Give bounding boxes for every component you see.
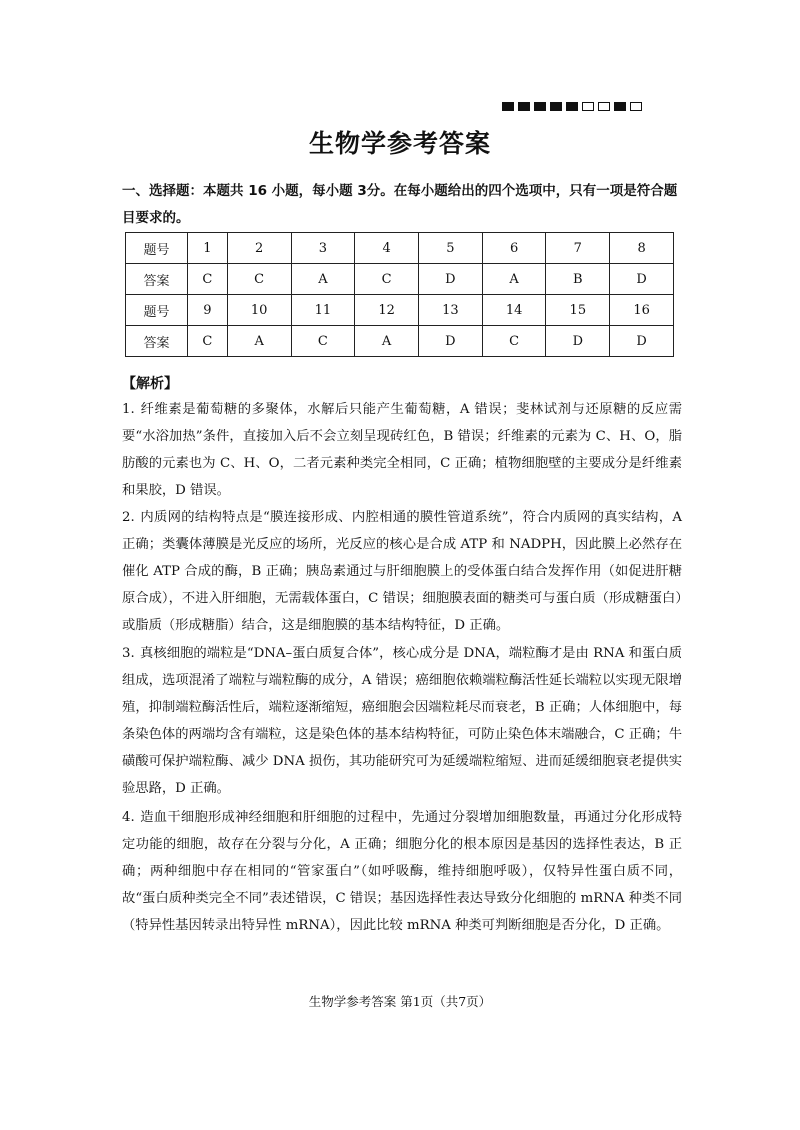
table-cell: D bbox=[610, 326, 674, 357]
mark-square bbox=[550, 102, 562, 111]
mark-square bbox=[518, 102, 530, 111]
page-title: 生物学参考答案 bbox=[308, 129, 491, 158]
table-cell: 2 bbox=[227, 233, 291, 264]
table-cell: C bbox=[227, 264, 291, 295]
item-text: 真核细胞的端粒是“DNA–蛋白质复合体”，核心成分是 DNA，端粒酶才是由 RNA 和蛋白质组成，选项混淆了端粒与端粒酶的成分，A 错误；癌细胞依赖端粒酶活性延长端粒以实现无限增殖，抑制端粒酶活性后，端粒逐渐缩短，癌细胞会因端粒耗尽而衰老，B 正确；人体细胞中，每条染色体的两端均含有端粒，这是染色体的基本结构特征，可防止染色体末端融合，C 正确；牛磺酸可保护端粒酶、减少 DNA 损伤，其功能研究可为延缓端粒缩短、进而延缓细胞衰老提供实验思路，D 正确。 bbox=[122, 646, 682, 796]
table-cell: 16 bbox=[610, 295, 674, 326]
table-cell: 7 bbox=[546, 233, 610, 264]
table-cell: C bbox=[188, 326, 228, 357]
table-row bbox=[126, 233, 674, 264]
table-cell: C bbox=[355, 264, 419, 295]
mark-square bbox=[630, 102, 642, 111]
analysis-label: 【解析】 bbox=[122, 376, 178, 392]
table-row bbox=[126, 264, 674, 295]
item-number: 2. bbox=[122, 510, 135, 525]
table-cell: 8 bbox=[610, 233, 674, 264]
table-cell: 11 bbox=[291, 295, 355, 326]
item-number: 3. bbox=[122, 646, 135, 661]
table-cell: 题号 bbox=[126, 295, 188, 326]
table-cell: C bbox=[482, 326, 546, 357]
analysis-item bbox=[122, 396, 682, 504]
table-cell: D bbox=[418, 326, 482, 357]
table-cell: C bbox=[188, 264, 228, 295]
analysis-item bbox=[122, 804, 682, 939]
table-cell: 12 bbox=[355, 295, 419, 326]
item-number: 4. bbox=[122, 810, 135, 825]
table-cell: A bbox=[355, 326, 419, 357]
section-heading: 一、选择题：本题共 16 小题，每小题 3分。在每小题给出的四个选项中，只有一项是符合题目要求的。 bbox=[122, 183, 678, 226]
table-cell: A bbox=[482, 264, 546, 295]
mark-square bbox=[534, 102, 546, 111]
table-cell: D bbox=[546, 326, 610, 357]
table-cell: C bbox=[291, 326, 355, 357]
item-text: 造血干细胞形成神经细胞和肝细胞的过程中，先通过分裂增加细胞数量，再通过分化形成特定功能的细胞，故存在分裂与分化，A 正确；细胞分化的根本原因是基因的选择性表达，B 正确；两种细胞中存在相同的“管家蛋白”（如呼吸酶，维持细胞呼吸），仅特异性蛋白质不同，故“蛋白质种类完全不同”表述错误，C 错误；基因选择性表达导致分化细胞的 mRNA 种类不同（特异性基因转录出特异性 mRNA），因此比较 mRNA 种类可判断细胞是否分化，D 正确。 bbox=[122, 810, 682, 933]
table-row bbox=[126, 295, 674, 326]
table-cell: 1 bbox=[188, 233, 228, 264]
table-cell: B bbox=[546, 264, 610, 295]
mark-square bbox=[614, 102, 626, 111]
table-cell: 9 bbox=[188, 295, 228, 326]
table-cell: A bbox=[291, 264, 355, 295]
item-text: 内质网的结构特点是“膜连接形成、内腔相通的膜性管道系统”，符合内质网的真实结构，A 正确；类囊体薄膜是光反应的场所，光反应的核心是合成 ATP 和 NADPH，因此膜上必然存在催化 ATP 合成的酶，B 正确；胰岛素通过与肝细胞膜上的受体蛋白结合发挥作用（如促进肝糖原合成），不进入肝细胞，无需载体蛋白，C 错误；细胞膜表面的糖类可与蛋白质（形成糖蛋白）或脂质（形成糖脂）结合，这是细胞膜的基本结构特征，D 正确。 bbox=[122, 510, 682, 633]
item-text: 纤维素是葡萄糖的多聚体，水解后只能产生葡萄糖，A 错误；斐林试剂与还原糖的反应需要“水浴加热”条件，直接加入后不会立刻呈现砖红色，B 错误；纤维素的元素为 C、H、O，脂肪酸的元素也为 C、H、O，二者元素种类完全相同，C 正确；植物细胞壁的主要成分是纤维素和果胶，D 错误。 bbox=[122, 402, 682, 498]
item-number: 1. bbox=[122, 402, 135, 417]
table-row bbox=[126, 326, 674, 357]
table-cell: 10 bbox=[227, 295, 291, 326]
table-cell: 4 bbox=[355, 233, 419, 264]
table-cell: A bbox=[227, 326, 291, 357]
mark-square bbox=[598, 102, 610, 111]
table-cell: 答案 bbox=[126, 326, 188, 357]
table-cell: 3 bbox=[291, 233, 355, 264]
table-cell: 15 bbox=[546, 295, 610, 326]
table-cell: D bbox=[610, 264, 674, 295]
table-cell: 答案 bbox=[126, 264, 188, 295]
table-cell: D bbox=[418, 264, 482, 295]
mark-square bbox=[566, 102, 578, 111]
mark-square bbox=[502, 102, 514, 111]
page-footer: 生物学参考答案 第1页（共7页） bbox=[308, 994, 492, 1009]
page-marks bbox=[502, 102, 642, 112]
table-cell: 5 bbox=[418, 233, 482, 264]
analysis-item bbox=[122, 640, 682, 802]
table-cell: 题号 bbox=[126, 233, 188, 264]
table-cell: 6 bbox=[482, 233, 546, 264]
mark-square bbox=[582, 102, 594, 111]
table-cell: 13 bbox=[418, 295, 482, 326]
table-cell: 14 bbox=[482, 295, 546, 326]
analysis-item bbox=[122, 504, 682, 639]
answer-table bbox=[125, 232, 674, 357]
